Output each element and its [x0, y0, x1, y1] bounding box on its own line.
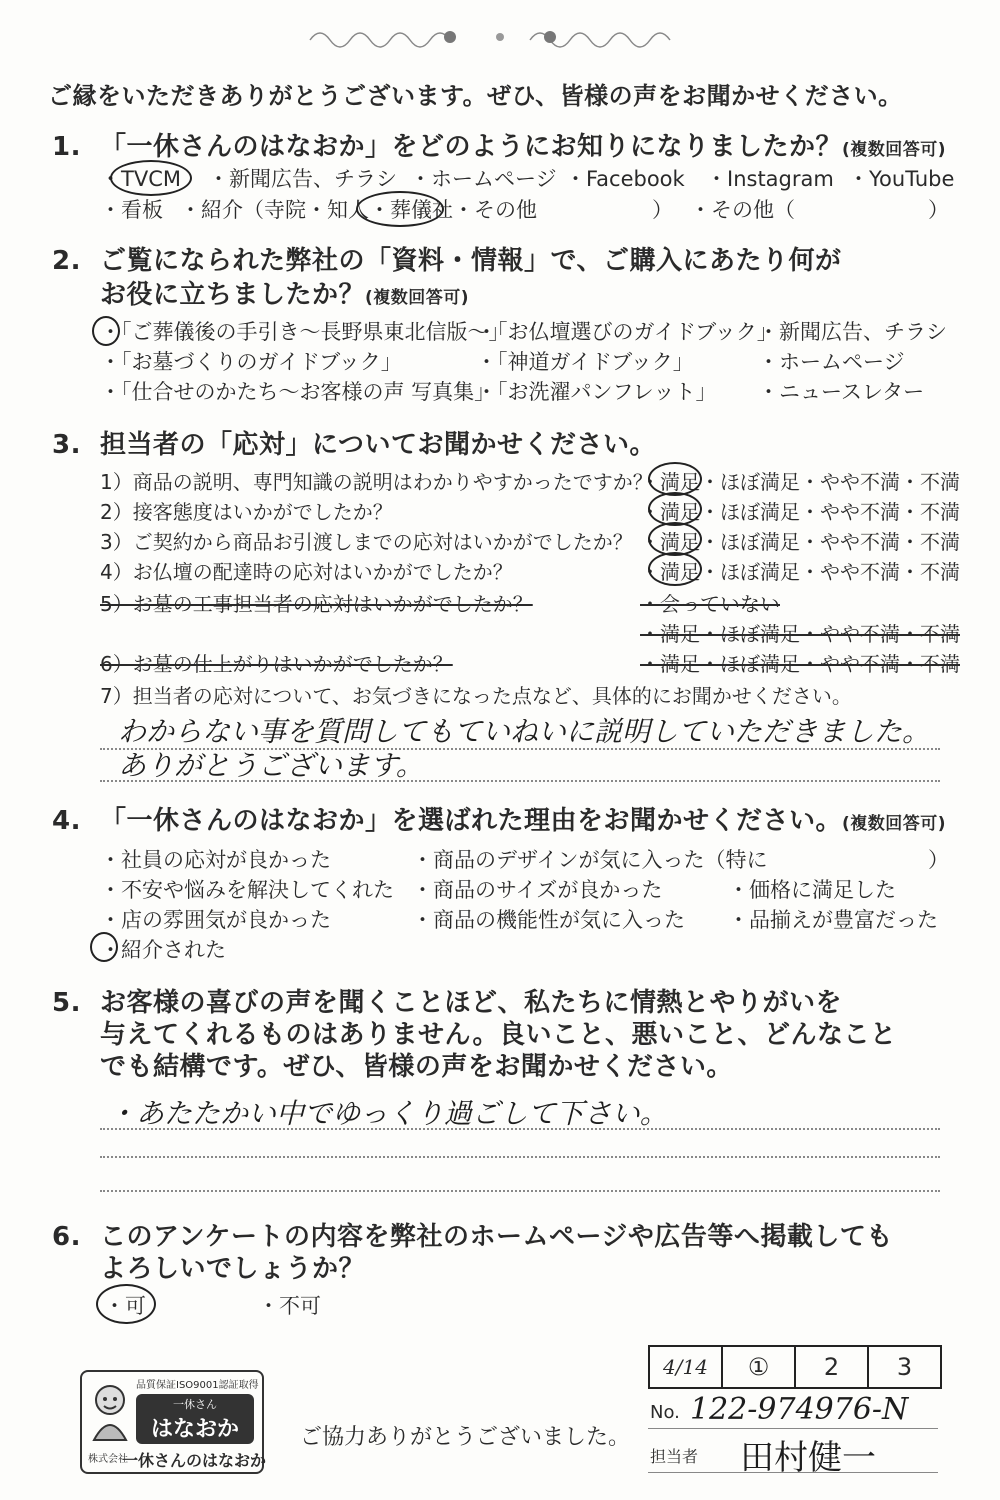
q1-option-signboard[interactable]: ・看板	[100, 198, 163, 222]
q1-title: 「一休さんのはなおか」をどのようにお知りになりましたか？	[100, 132, 843, 162]
q4-option-function[interactable]: ・商品の機能性が気に入った	[412, 908, 685, 932]
q6-line1: このアンケートの内容を弊社のホームページや広告等へ掲載しても	[100, 1222, 893, 1252]
q3-title: 担当者の「応対」についてお聞かせください。	[100, 430, 656, 460]
box-3: 3	[896, 1353, 913, 1381]
q5-number: 5.	[52, 988, 81, 1018]
q1-number: 1.	[52, 132, 81, 162]
logo-main: はなおか	[150, 1417, 239, 1442]
q3-item-5: 5）お墓の工事担当者の応対はいかがでしたか？	[100, 592, 533, 616]
answer-circle	[648, 492, 702, 526]
q4-option-design[interactable]: ・商品のデザインが気に入った（特に	[412, 848, 768, 872]
q3-number: 3.	[52, 430, 81, 460]
q1-note: (複数回答可)	[842, 140, 947, 160]
q2-option-newspaper[interactable]: ・新聞広告、チラシ	[758, 320, 947, 344]
q3-rating-4[interactable]: ・満足・ほぼ満足・やや不満・不満	[640, 560, 960, 584]
q6-option-yes[interactable]: ・可	[104, 1294, 146, 1318]
number-label: No.	[650, 1402, 680, 1423]
q2-option-grave-guide[interactable]: ・「お墓づくりのガイドブック」	[100, 350, 402, 374]
q3-item-6: 6）お墓の仕上がりはいかがでしたか？	[100, 652, 453, 676]
q1-option-homepage[interactable]: ・ホームページ	[410, 167, 557, 191]
intro-text: ご縁をいただきありがとうございます。ぜひ、皆様の声をお聞かせください。	[48, 82, 903, 110]
q1-option-newspaper[interactable]: ・新聞広告、チラシ	[208, 167, 397, 191]
box-1: ①	[723, 1347, 796, 1387]
q4-option-selection[interactable]: ・品揃えが豊富だった	[728, 908, 938, 932]
q2-option-laundry-pamphlet[interactable]: ・「お洗濯パンフレット」	[476, 380, 717, 404]
checkbox-row	[648, 1345, 942, 1389]
q1-other-close: ）	[928, 198, 949, 222]
answer-circle	[96, 1284, 156, 1324]
answer-circle	[110, 160, 192, 196]
q6-line2: よろしいでしょうか？	[100, 1254, 366, 1284]
q4-option-atmosphere[interactable]: ・店の雰囲気が良かった	[100, 908, 331, 932]
q3-item-3: 3）ご契約から商品お引渡しまでの応対はいかがでしたか？	[100, 530, 633, 554]
q3-rating-5-not-met[interactable]: ・会っていない	[640, 592, 780, 616]
q1-option-referral[interactable]: ・紹介（寺院・知人・葬儀社・その他	[180, 198, 537, 222]
monk-icon	[88, 1382, 132, 1442]
q1-option-other[interactable]: ・その他（	[690, 198, 795, 222]
q2-line1: ご覧になられた弊社の「資料・情報」で、ご購入にあたり何が	[100, 246, 842, 276]
q3-answer-line2: ありがとうございます。	[118, 749, 424, 782]
logo-prefix: 株式会社	[88, 1454, 128, 1465]
q3-item-4: 4）お仏壇の配達時の応対はいかがでしたか？	[100, 560, 513, 584]
q2-option-butsudan-guide[interactable]: ・「お仏壇選びのガイドブック」	[476, 320, 778, 344]
q4-option-size[interactable]: ・商品のサイズが良かった	[412, 878, 663, 902]
logo-iso-text: 品質保証ISO9001認証取得	[136, 1380, 259, 1391]
q1-option-instagram[interactable]: ・Instagram	[706, 167, 834, 191]
q3-item-1: 1）商品の説明、専門知識の説明はわかりやすかったですか？	[100, 470, 653, 494]
q5-line3: でも結構です。ぜひ、皆様の声をお聞かせください。	[100, 1052, 733, 1082]
logo-small: 一休さん	[173, 1398, 217, 1411]
q1-option-facebook[interactable]: ・Facebook	[565, 167, 685, 191]
q1-option-tvcm[interactable]: ・TVCM	[100, 167, 181, 191]
q4-option-price[interactable]: ・価格に満足した	[728, 878, 896, 902]
answer-circle	[648, 522, 702, 556]
q4-option-staff[interactable]: ・社員の応対が良かった	[100, 848, 331, 872]
staff-label: 担当者	[650, 1447, 699, 1466]
answer-circle	[92, 316, 120, 346]
q3-rating-6[interactable]: ・満足・ほぼ満足・やや不満・不満	[640, 652, 960, 676]
q2-number: 2.	[52, 246, 81, 276]
date-box: 4/14	[650, 1347, 723, 1387]
q2-option-newsletter[interactable]: ・ニュースレター	[758, 380, 925, 404]
answer-line	[100, 1190, 940, 1192]
q5-answer: ・あたたかい中でゆっくり過ごして下さい。	[108, 1097, 668, 1130]
q6-number: 6.	[52, 1222, 81, 1252]
q2-option-funeral-guide[interactable]: ・「ご葬儀後の手引き〜長野県東北信版〜」	[100, 320, 510, 344]
q4-title: 「一休さんのはなおか」を選ばれた理由をお聞かせください。	[100, 806, 843, 836]
logo-company-name: 一休さんのはなおか	[122, 1451, 267, 1470]
q2-note: (複数回答可)	[365, 288, 470, 308]
number-value: 122-974976-N	[690, 1392, 909, 1427]
q5-line2: 与えてくれるものはありません。良いこと、悪いこと、どんなこと	[100, 1020, 897, 1050]
box-2: 2	[796, 1347, 869, 1387]
staff-value: 田村健一	[740, 1438, 876, 1478]
answer-circle	[648, 462, 702, 496]
answer-line	[100, 1128, 940, 1130]
staff-line	[648, 1472, 938, 1473]
number-line	[648, 1428, 938, 1429]
q4-option-referred[interactable]: ・紹介された	[100, 938, 226, 962]
thanks-text: ご協力ありがとうございました。	[300, 1425, 631, 1450]
decorative-ornament	[300, 22, 700, 52]
q6-option-no[interactable]: ・不可	[258, 1294, 321, 1318]
answer-line	[100, 780, 940, 782]
q1-option-youtube[interactable]: ・YouTube	[848, 167, 955, 191]
q4-number: 4.	[52, 806, 81, 836]
company-logo	[80, 1370, 267, 1474]
answer-line	[100, 1156, 940, 1158]
q4-design-close: ）	[928, 848, 949, 872]
q3-rating-5[interactable]: ・満足・ほぼ満足・やや不満・不満	[640, 622, 960, 646]
q1-heading	[52, 126, 946, 163]
q3-heading	[52, 424, 656, 461]
q3-item-7: 7）担当者の応対について、お気づきになった点など、具体的にお聞かせください。	[100, 684, 852, 708]
q2-line2: お役に立ちましたか？	[100, 280, 366, 310]
q2-option-photobook[interactable]: ・「仕合せのかたち〜お客様の声 写真集」	[100, 380, 496, 404]
q3-rating-3[interactable]: ・満足・ほぼ満足・やや不満・不満	[640, 530, 960, 554]
answer-circle	[648, 552, 702, 586]
q5-line1: お客様の喜びの声を聞くことほど、私たちに情熱とやりがいを	[100, 988, 843, 1018]
q1-referral-close: ）	[652, 198, 673, 222]
logo-badge	[136, 1394, 254, 1444]
q3-answer-line1: わからない事を質問してもていねいに説明していただきました。	[118, 715, 931, 748]
q2-option-shinto-guide[interactable]: ・「神道ガイドブック」	[476, 350, 694, 374]
q2-heading	[52, 240, 841, 277]
q3-item-2: 2）接客態度はいかがでしたか？	[100, 500, 393, 524]
q2-option-homepage[interactable]: ・ホームページ	[758, 350, 905, 374]
answer-circle	[356, 191, 444, 227]
answer-circle	[90, 932, 118, 962]
q3-rating-2[interactable]: ・満足・ほぼ満足・やや不満・不満	[640, 500, 960, 524]
q4-heading	[52, 800, 946, 837]
q4-option-worries[interactable]: ・不安や悩みを解決してくれた	[100, 878, 394, 902]
q3-rating-1[interactable]: ・満足・ほぼ満足・やや不満・不満	[640, 470, 960, 494]
q4-note: (複数回答可)	[842, 814, 947, 834]
q2-heading-line2	[100, 274, 469, 311]
